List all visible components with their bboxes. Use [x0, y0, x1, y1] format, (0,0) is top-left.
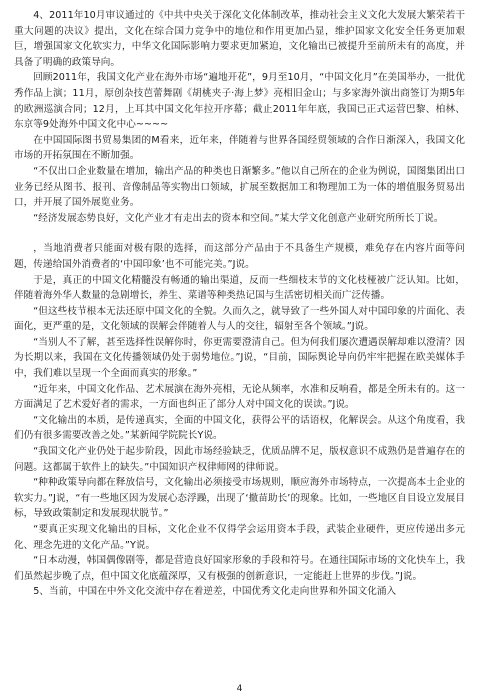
- top-text-block: [14, 8, 465, 226]
- section-gap: [14, 226, 465, 241]
- bottom-text-block: [14, 241, 465, 600]
- paragraph: “日本动漫，韩国偶像剧等，都是营造良好国家形象的手段和符号。在通往国际市场的文化快车上，我们虽然起步晚了点，但中国文化底蕴深厚，又有极强的创新意识，一定能赶上世界的步伐。”J说。: [14, 555, 465, 582]
- paragraph: “不仅出口企业数量在增加，输出产品的种类也日渐繁多。”他以自己所在的企业为例说，国图集团出口业务已经从图书、报刊、音像制品等实物出口领域，扩展至数据加工和物理加工为一体的增值服务贸易出口，并开展了国外展览业务。: [14, 165, 465, 209]
- paragraph: “要真正实现文化输出的目标，文化企业不仅得学会运用资本手段，武装企业硬件，更应传递出多元化、理念先进的文化产品。”Y说。: [14, 524, 465, 551]
- paragraph: “当别人不了解，甚至选择性误解你时，你更需要澄清自己。但为何我们屡次遭遇误解却难以澄清？因为长期以来，我国在文化传播领域仍处于弱势地位。”J说，“目前，国际舆论导向仍牢牢把握在欧美媒体手中，我们难以呈现一个全面而真实的形象。”: [14, 336, 465, 380]
- paragraph: “但这些枝节根本无法还原中国文化的全貌。久而久之，就导致了一些外国人对中国印象的片面化、表面化，更严重的是，文化领域的误解会伴随着人与人的交往，辐射至各个领域。”J说。: [14, 305, 465, 333]
- paragraph: ，当地消费者只能面对极有限的选择，而这部分产品由于不具备生产规模，难免存在内容片面等问题，传递给国外消费者的‘中国印象’也不可能完美。”J说。: [14, 243, 465, 270]
- page-number: 4: [236, 684, 243, 694]
- paragraph: “近年来，中国文化作品、艺术展演在海外亮相，无论从频率，水准和反响看，都是全所未有的。这一方面满足了艺术爱好者的需求，一方面也纠正了部分人对中国文化的误读。”J说。: [14, 383, 465, 411]
- paragraph: 4、2011年10月审议通过的《中共中央关于深化文化体制改革，推动社会主义文化大发展大繁荣若干重大问题的决议》提出，文化在综合国力竞争中的地位和作用更加凸显，维护国家文化安全任务更加艰巨，增强国家文化软实力，中华文化国际影响力要求更加紧迫，文化输出已被提升至前所未有的高度，并具备了明确的政策导向。: [14, 10, 465, 68]
- paragraph: “经济发展态势良好，文化产业才有走出去的资本和空间。”某大学文化创意产业研究所所长丁说。: [33, 212, 444, 224]
- paragraph: “种种政策导向都在释放信号，文化输出必须接受市场规则，顺应海外市场特点，一次提高本土企业的软实力。”J说，“有一些地区因为发展心态浮躁，出现了‘撤苗助长’的现象。比如，一些地区自目设立发展目标，导致政策制定和发展现状脱节。”: [14, 477, 465, 520]
- paragraph: “文化输出的本质，是传递真实，全面的中国文化，获得公平的话语权，化解误会。从这个角度看，我们仍有很多需要改善之处。”某新闻学院院长Y说。: [14, 414, 465, 442]
- paragraph: 回顾2011年，我国文化产业在海外市场“遍地开花”，9月至10月，“中国文化月”在美国举办，一批优秀作品上演；11月，原创杂技芭蕾舞剧《胡桃夹子·海上梦》亮相旧金山；与多家海外演出商签订为期5年的欧洲巡演合同；12月，上耳其中国文化年拉开序幕；截止2011年年底，我国已正式运营巴黎、柏林、东京等9处海外中国文化中心~~~~: [14, 72, 465, 131]
- paragraph: 于是，真正的中国文化精髓没有畅通的输出渠道，反而一些细枝末节的文化枝桠被广泛认知。比如，伴随着海外华人数量的急剧增长，养生、菜谱等种类热记国与生活密切相关而广泛传播。: [14, 274, 465, 302]
- paragraph: “我国文化产业仍处于起步阶段，因此市场经验缺乏，优质品牌不足，版权意识不成熟仍是普遍存在的问题。这都属于软件上的缺失。”中国知识产权律师网的律师说。: [14, 446, 465, 473]
- paragraph: 在中国国际图书贸易集团的M看来，近年来，伴随着与世界各国经贸领域的合作日渐深入，我国文化市场的开拓氛围在不断加强。: [14, 134, 465, 162]
- paragraph: 5、当前，中国在中外文化交流中存在着逆差，中国优秀文化走向世界和外国文化涌入: [33, 586, 397, 598]
